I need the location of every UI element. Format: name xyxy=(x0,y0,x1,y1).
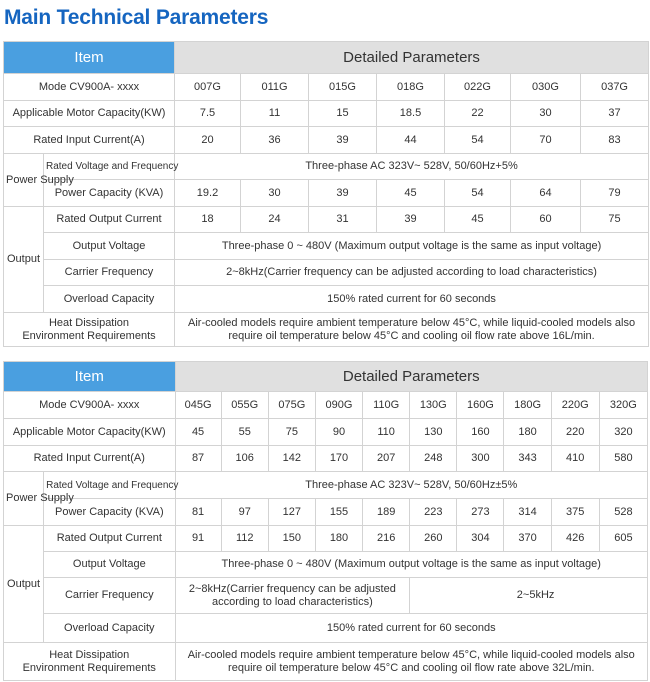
value-cell: 216 xyxy=(363,526,410,552)
value-cell: 90 xyxy=(315,419,362,446)
value-cell: 248 xyxy=(410,446,457,472)
model-cell: 022G xyxy=(445,74,511,101)
value-cell: 45 xyxy=(175,419,221,446)
carrier-frequency-label: Carrier Frequency xyxy=(44,578,175,614)
page-title: Main Technical Parameters xyxy=(4,6,269,29)
output-current-label: Rated Output Current xyxy=(44,526,175,552)
heat-value-line-2: require oil temperature below 45°C and cooling oil flow rate above 32L/min. xyxy=(228,661,595,674)
model-cell: 055G xyxy=(221,392,268,419)
value-cell: 189 xyxy=(363,499,410,526)
value-cell: 75 xyxy=(581,207,649,233)
model-cell: 110G xyxy=(363,392,410,419)
value-cell: 314 xyxy=(504,499,551,526)
header-detailed-parameters: Detailed Parameters xyxy=(175,42,649,74)
value-cell: 142 xyxy=(268,446,315,472)
output-voltage-label: Output Voltage xyxy=(44,552,175,578)
value-cell: 91 xyxy=(175,526,221,552)
model-cell: 045G xyxy=(175,392,221,419)
table-row xyxy=(4,578,648,614)
table-row xyxy=(4,313,649,347)
model-cell: 130G xyxy=(410,392,457,419)
value-cell: 44 xyxy=(377,127,445,154)
heat-value-line-1: Air-cooled models require ambient temperature below 45°C, while liquid-cooled models also xyxy=(188,316,636,329)
value-cell: 106 xyxy=(221,446,268,472)
value-cell: 87 xyxy=(175,446,221,472)
model-cell: 018G xyxy=(377,74,445,101)
value-cell: 81 xyxy=(175,499,221,526)
model-cell: 037G xyxy=(581,74,649,101)
motor-capacity-label: Applicable Motor Capacity(KW) xyxy=(4,101,175,127)
carrier-frequency-label: Carrier Frequency xyxy=(44,260,175,286)
input-current-label: Rated Input Current(A) xyxy=(4,446,176,472)
input-current-label: Rated Input Current(A) xyxy=(4,127,175,154)
table-row xyxy=(4,101,649,127)
value-cell: 110 xyxy=(363,419,410,446)
heat-dissipation-value xyxy=(175,643,648,681)
value-cell: 45 xyxy=(445,207,511,233)
heat-dissipation-label xyxy=(4,643,176,681)
table-row xyxy=(4,419,648,446)
value-cell: 75 xyxy=(268,419,315,446)
output-voltage-value: Three-phase 0 ~ 480V (Maximum output voltage is the same as input voltage) xyxy=(175,552,648,578)
value-cell: 605 xyxy=(599,526,647,552)
table-row xyxy=(4,154,649,180)
value-cell: 37 xyxy=(581,101,649,127)
power-supply-label: Power Supply xyxy=(4,472,44,526)
value-cell: 70 xyxy=(511,127,581,154)
value-cell: 39 xyxy=(309,180,377,207)
value-cell: 22 xyxy=(445,101,511,127)
value-cell: 180 xyxy=(504,419,551,446)
value-cell: 528 xyxy=(599,499,647,526)
motor-capacity-label: Applicable Motor Capacity(KW) xyxy=(4,419,176,446)
value-cell: 220 xyxy=(551,419,599,446)
value-cell: 410 xyxy=(551,446,599,472)
value-cell: 343 xyxy=(504,446,551,472)
value-cell: 30 xyxy=(511,101,581,127)
value-cell: 55 xyxy=(221,419,268,446)
model-cell: 015G xyxy=(309,74,377,101)
model-cell: 180G xyxy=(504,392,551,419)
carrier-frequency-value-1 xyxy=(175,578,410,614)
heat-label-line-1: Heat Dissipation xyxy=(48,316,130,329)
value-cell: 375 xyxy=(551,499,599,526)
value-cell: 60 xyxy=(511,207,581,233)
heat-dissipation-value xyxy=(175,313,649,347)
value-cell: 79 xyxy=(581,180,649,207)
value-cell: 170 xyxy=(315,446,362,472)
carrier-value-line-2: according to load characteristics) xyxy=(211,595,373,608)
value-cell: 83 xyxy=(581,127,649,154)
value-cell: 180 xyxy=(315,526,362,552)
rated-voltage-label: Rated Voltage and Frequency xyxy=(44,472,175,499)
value-cell: 426 xyxy=(551,526,599,552)
value-cell: 19.2 xyxy=(175,180,241,207)
table-row xyxy=(4,207,649,233)
table-row xyxy=(4,180,649,207)
heat-label-line-2: Environment Requirements xyxy=(22,661,156,674)
table-row xyxy=(4,74,649,101)
spec-table-2 xyxy=(3,361,648,681)
model-cell: 090G xyxy=(315,392,362,419)
heat-value-line-1: Air-cooled models require ambient temperature below 45°C, while liquid-cooled models also xyxy=(187,648,635,661)
value-cell: 130 xyxy=(410,419,457,446)
output-label: Output xyxy=(4,526,44,643)
value-cell: 155 xyxy=(315,499,362,526)
model-cell: 011G xyxy=(241,74,309,101)
value-cell: 31 xyxy=(309,207,377,233)
header-item: Item xyxy=(4,42,175,74)
value-cell: 18.5 xyxy=(377,101,445,127)
overload-capacity-value: 150% rated current for 60 seconds xyxy=(175,286,649,313)
value-cell: 260 xyxy=(410,526,457,552)
value-cell: 11 xyxy=(241,101,309,127)
overload-capacity-label: Overload Capacity xyxy=(44,286,175,313)
output-voltage-value: Three-phase 0 ~ 480V (Maximum output voltage is the same as input voltage) xyxy=(175,233,649,260)
value-cell: 20 xyxy=(175,127,241,154)
carrier-value-line-1: 2~8kHz(Carrier frequency can be adjusted xyxy=(188,582,396,595)
model-cell: 030G xyxy=(511,74,581,101)
value-cell: 150 xyxy=(268,526,315,552)
mode-label: Mode CV900A- xxxx xyxy=(4,392,176,419)
value-cell: 24 xyxy=(241,207,309,233)
power-capacity-label: Power Capacity (KVA) xyxy=(44,180,175,207)
table-row xyxy=(4,526,648,552)
model-cell: 160G xyxy=(457,392,504,419)
value-cell: 127 xyxy=(268,499,315,526)
power-capacity-label: Power Capacity (KVA) xyxy=(44,499,175,526)
header-item: Item xyxy=(4,362,176,392)
table-row xyxy=(4,446,648,472)
overload-capacity-value: 150% rated current for 60 seconds xyxy=(175,614,648,643)
value-cell: 64 xyxy=(511,180,581,207)
model-cell: 320G xyxy=(599,392,647,419)
value-cell: 207 xyxy=(363,446,410,472)
power-supply-label: Power Supply xyxy=(4,154,44,207)
table-row xyxy=(4,260,649,286)
heat-label-line-2: Environment Requirements xyxy=(22,329,156,342)
value-cell: 300 xyxy=(457,446,504,472)
table-row xyxy=(4,472,648,499)
output-label: Output xyxy=(4,207,44,313)
value-cell: 580 xyxy=(599,446,647,472)
output-voltage-label: Output Voltage xyxy=(44,233,175,260)
carrier-frequency-value: 2~8kHz(Carrier frequency can be adjusted according to load characteristics) xyxy=(175,260,649,286)
value-cell: 30 xyxy=(241,180,309,207)
model-cell: 075G xyxy=(268,392,315,419)
value-cell: 54 xyxy=(445,127,511,154)
mode-label: Mode CV900A- xxxx xyxy=(4,74,175,101)
value-cell: 39 xyxy=(377,207,445,233)
value-cell: 7.5 xyxy=(175,101,241,127)
value-cell: 36 xyxy=(241,127,309,154)
heat-label-line-1: Heat Dissipation xyxy=(49,648,130,661)
table-row xyxy=(4,552,648,578)
value-cell: 39 xyxy=(309,127,377,154)
value-cell: 15 xyxy=(309,101,377,127)
model-cell: 007G xyxy=(175,74,241,101)
model-cell: 220G xyxy=(551,392,599,419)
overload-capacity-label: Overload Capacity xyxy=(44,614,175,643)
table-row xyxy=(4,643,648,681)
rated-voltage-value: Three-phase AC 323V~ 528V, 50/60Hz±5% xyxy=(175,472,648,499)
value-cell: 223 xyxy=(410,499,457,526)
value-cell: 160 xyxy=(457,419,504,446)
heat-dissipation-label xyxy=(4,313,175,347)
value-cell: 320 xyxy=(599,419,647,446)
value-cell: 304 xyxy=(457,526,504,552)
value-cell: 370 xyxy=(504,526,551,552)
table-row xyxy=(4,392,648,419)
spec-table-1 xyxy=(3,41,649,347)
header-detailed-parameters: Detailed Parameters xyxy=(175,362,648,392)
value-cell: 18 xyxy=(175,207,241,233)
value-cell: 112 xyxy=(221,526,268,552)
table-row xyxy=(4,499,648,526)
output-current-label: Rated Output Current xyxy=(44,207,175,233)
value-cell: 273 xyxy=(457,499,504,526)
value-cell: 97 xyxy=(221,499,268,526)
table-row xyxy=(4,233,649,260)
value-cell: 45 xyxy=(377,180,445,207)
rated-voltage-value: Three-phase AC 323V~ 528V, 50/60Hz+5% xyxy=(175,154,649,180)
carrier-frequency-value-2: 2~5kHz xyxy=(410,578,648,614)
heat-value-line-2: require oil temperature below 45°C and cooling oil flow rate above 16L/min. xyxy=(228,329,595,342)
table-row xyxy=(4,127,649,154)
rated-voltage-label: Rated Voltage and Frequency xyxy=(44,154,175,180)
table-row xyxy=(4,286,649,313)
value-cell: 54 xyxy=(445,180,511,207)
table-row xyxy=(4,614,648,643)
